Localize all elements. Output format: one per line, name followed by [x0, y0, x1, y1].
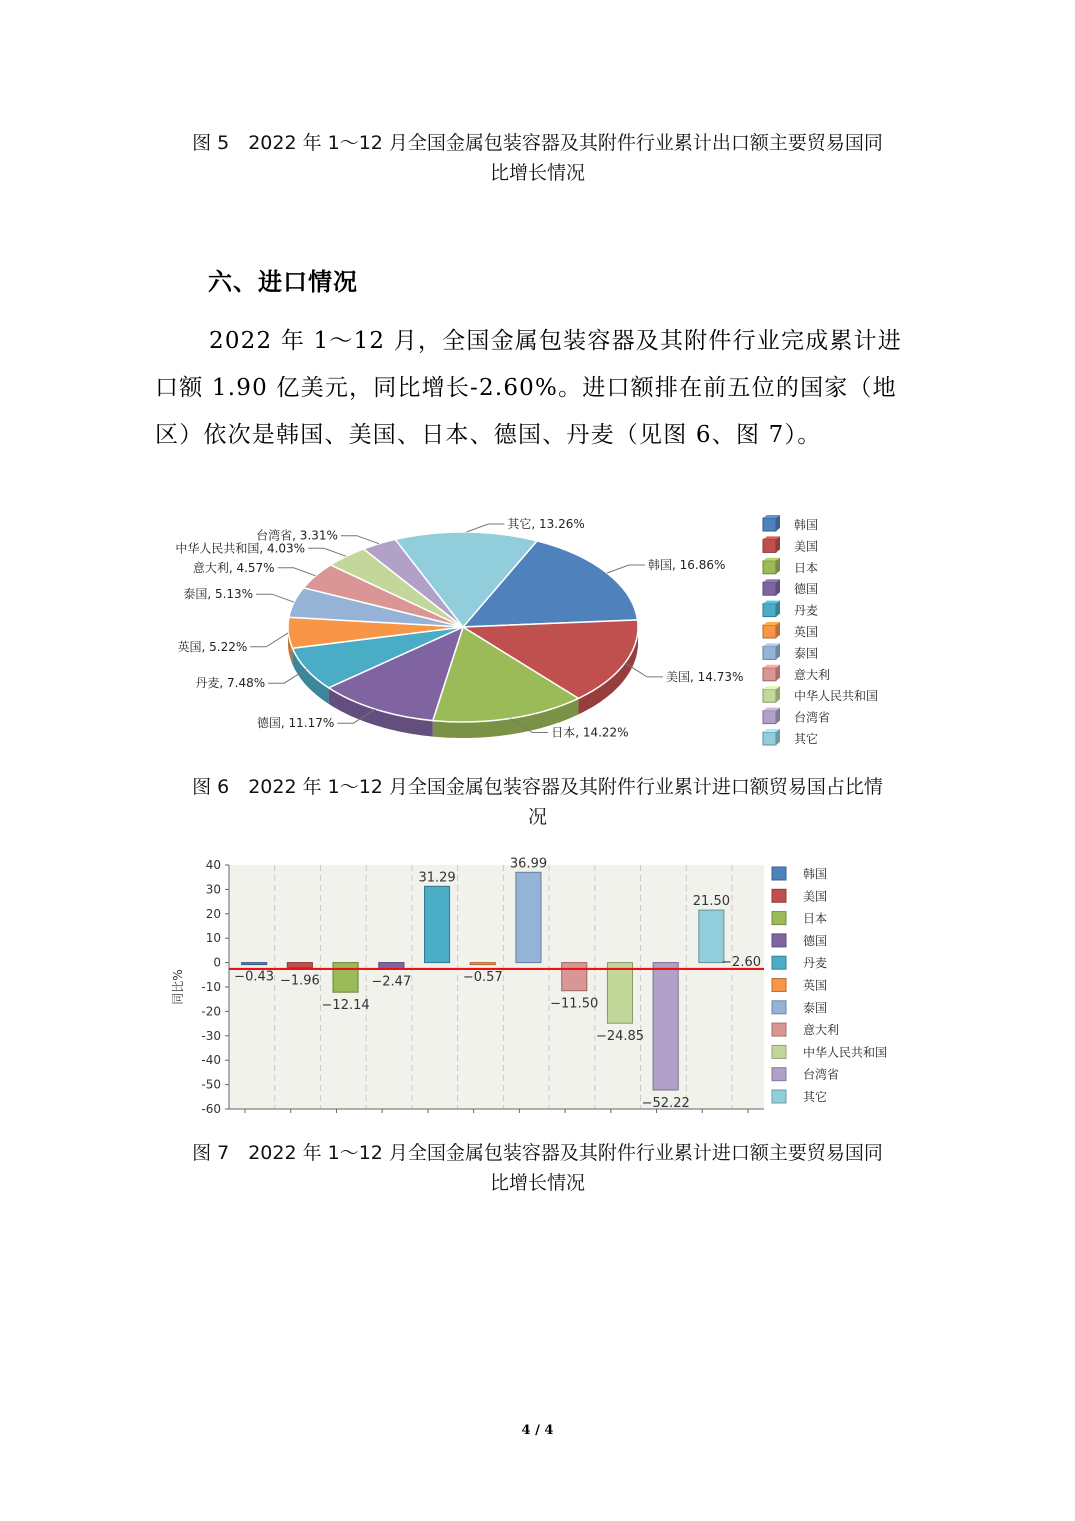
body-paragraph-container: [155, 318, 920, 459]
pie-chart: [0, 500, 1075, 765]
bar-chart: [0, 845, 1075, 1130]
pie-legend-swatch: [763, 539, 776, 552]
bar-韩国: [242, 963, 267, 965]
y-tick-label: 10: [205, 931, 221, 946]
bar-中华人民共和国: [607, 963, 632, 1024]
figure-6-caption-line1: 图 6 2022 年 1～12 月全国金属包装容器及其附件行业累计进口额贸易国占比情: [192, 776, 883, 798]
bar-legend: [772, 866, 887, 1104]
bar-legend-swatch: [772, 1090, 786, 1103]
pie-legend-label: 台湾省: [794, 710, 831, 725]
bar-value-label: −12.14: [321, 998, 370, 1014]
bar-value-label: −1.96: [279, 973, 320, 989]
pie-data-label: 其它, 13.26%: [507, 517, 585, 531]
body-paragraph: 2022 年 1～12 月，全国金属包装容器及其附件行业完成累计进口额 1.90 亿美元，同比增长-2.60%。进口额排在前五位的国家（地区）依次是韩国、美国、日本、德国、丹麦（见图 6、图 7）。: [155, 328, 902, 448]
pie-legend-label: 中华人民共和国: [794, 689, 879, 704]
bar-美国: [287, 963, 312, 968]
y-tick-label: -10: [201, 980, 221, 994]
bar-台湾省: [653, 963, 678, 1090]
bar-英国: [470, 963, 495, 965]
bar-德国: [379, 963, 404, 969]
bar-legend-swatch: [772, 956, 786, 969]
section-heading: 六、进口情况: [208, 268, 358, 296]
pie-data-label: 台湾省, 3.31%: [256, 528, 338, 543]
figure-6-caption-line2: 况: [527, 806, 547, 828]
bar-value-label: −52.22: [641, 1096, 690, 1111]
pie-legend-label: 泰国: [794, 646, 819, 661]
pie-legend-label: 韩国: [794, 518, 819, 532]
bar-legend-label: 日本: [803, 911, 828, 926]
pie-top-layer: [288, 532, 638, 722]
pie-legend-label: 其它: [794, 732, 819, 746]
bar-legend-swatch: [772, 1023, 786, 1036]
pie-legend-swatch: [763, 689, 776, 702]
bar-legend-label: 丹麦: [803, 956, 828, 971]
figure-6-caption: [150, 772, 925, 832]
pie-legend-swatch: [763, 625, 776, 638]
bar-意大利: [562, 963, 587, 991]
figure-7-caption-line2: 比增长情况: [489, 1172, 585, 1194]
figure-5-caption-line2: 比增长情况: [489, 162, 585, 184]
bar-value-label: −2.47: [371, 974, 412, 990]
bar-value-label: 21.50: [692, 894, 731, 910]
pie-legend-label: 德国: [794, 582, 819, 597]
bar-legend-label: 美国: [803, 889, 828, 904]
pie-leader-7: [278, 568, 316, 576]
pie-legend-label: 英国: [794, 625, 819, 639]
pie-legend-label: 丹麦: [794, 603, 819, 618]
pie-data-label: 泰国, 5.13%: [183, 587, 254, 602]
figure-7-caption: [150, 1138, 925, 1198]
bar-日本: [333, 963, 358, 993]
pie-leader-9: [341, 536, 379, 544]
pie-data-label: 韩国, 16.86%: [648, 558, 726, 572]
pie-legend-swatch: [763, 646, 776, 659]
pie-data-label: 美国, 14.73%: [666, 669, 744, 684]
pie-data-label: 英国, 5.22%: [177, 639, 248, 654]
pie-data-label: 日本, 14.22%: [551, 725, 629, 740]
pie-legend-swatch: [763, 518, 776, 531]
y-tick-label: -20: [201, 1004, 221, 1019]
bar-legend-swatch: [772, 934, 786, 947]
pie-legend-swatch: [763, 711, 776, 724]
bar-value-label: −0.57: [462, 970, 503, 985]
bar-legend-swatch: [772, 867, 786, 880]
figure-5-caption: [150, 128, 925, 188]
bar-value-label: 36.99: [509, 856, 548, 872]
figure-7-caption-line1: 图 7 2022 年 1～12 月全国金属包装容器及其附件行业累计进口额主要贸易国同: [192, 1142, 883, 1164]
bar-value-label: 31.29: [418, 870, 456, 886]
pie-data-label: 德国, 11.17%: [256, 716, 335, 731]
y-tick-label: -50: [201, 1077, 221, 1092]
pie-leader-6: [256, 594, 294, 602]
bar-legend-label: 其它: [803, 1090, 828, 1104]
bar-legend-swatch: [772, 889, 786, 902]
pie-data-label: 中华人民共和国, 4.03%: [175, 541, 306, 556]
bar-legend-label: 英国: [803, 978, 828, 993]
pie-leader-10: [466, 524, 504, 532]
pie-legend-swatch: [763, 604, 776, 617]
pie-data-label: 丹麦, 7.48%: [195, 676, 266, 691]
bar-legend-label: 泰国: [803, 1000, 828, 1015]
pie-leader-8: [308, 548, 346, 556]
bar-legend-label: 台湾省: [803, 1067, 840, 1082]
pie-legend: [763, 515, 878, 746]
pie-legend-swatch: [763, 732, 776, 745]
pie-legend-swatch: [763, 561, 776, 574]
figure-5-caption-line1: 图 5 2022 年 1～12 月全国金属包装容器及其附件行业累计出口额主要贸易国同: [192, 132, 883, 154]
pie-legend-swatch: [763, 668, 776, 681]
pie-leader-5: [250, 633, 288, 647]
bar-legend-swatch: [772, 1001, 786, 1014]
bar-legend-label: 中华人民共和国: [803, 1045, 888, 1060]
reference-line-label: −2.60: [721, 954, 761, 970]
bar-legend-label: 意大利: [803, 1023, 840, 1038]
bar-legend-swatch: [772, 1045, 786, 1058]
y-tick-label: -40: [201, 1053, 221, 1068]
bar-legend-swatch: [772, 912, 786, 925]
bar-legend-swatch: [772, 979, 786, 992]
pie-leader-0: [607, 565, 645, 573]
y-tick-label: 30: [205, 882, 221, 897]
y-tick-label: 20: [205, 906, 221, 921]
bar-其它: [699, 910, 724, 963]
y-tick-label: -30: [201, 1028, 221, 1043]
pie-legend-label: 美国: [794, 539, 819, 554]
bar-泰国: [516, 872, 541, 962]
bar-value-label: −0.43: [234, 969, 275, 985]
bar-legend-label: 德国: [803, 933, 828, 948]
pie-legend-label: 日本: [794, 560, 819, 575]
bar-legend-label: 韩国: [803, 867, 828, 881]
y-tick-label: 40: [205, 858, 221, 872]
bar-丹麦: [425, 886, 450, 962]
bar-legend-swatch: [772, 1068, 786, 1081]
pie-legend-label: 意大利: [794, 667, 831, 682]
bar-value-label: −24.85: [595, 1029, 645, 1045]
y-tick-label: -60: [201, 1102, 221, 1116]
pie-legend-swatch: [763, 582, 776, 595]
pie-data-label: 意大利, 4.57%: [192, 560, 275, 575]
y-tick-label: 0: [213, 955, 221, 970]
y-axis-label: 同比%: [171, 969, 185, 1005]
page-number: 4 / 4: [521, 1423, 554, 1438]
bar-value-label: −11.50: [550, 996, 599, 1012]
